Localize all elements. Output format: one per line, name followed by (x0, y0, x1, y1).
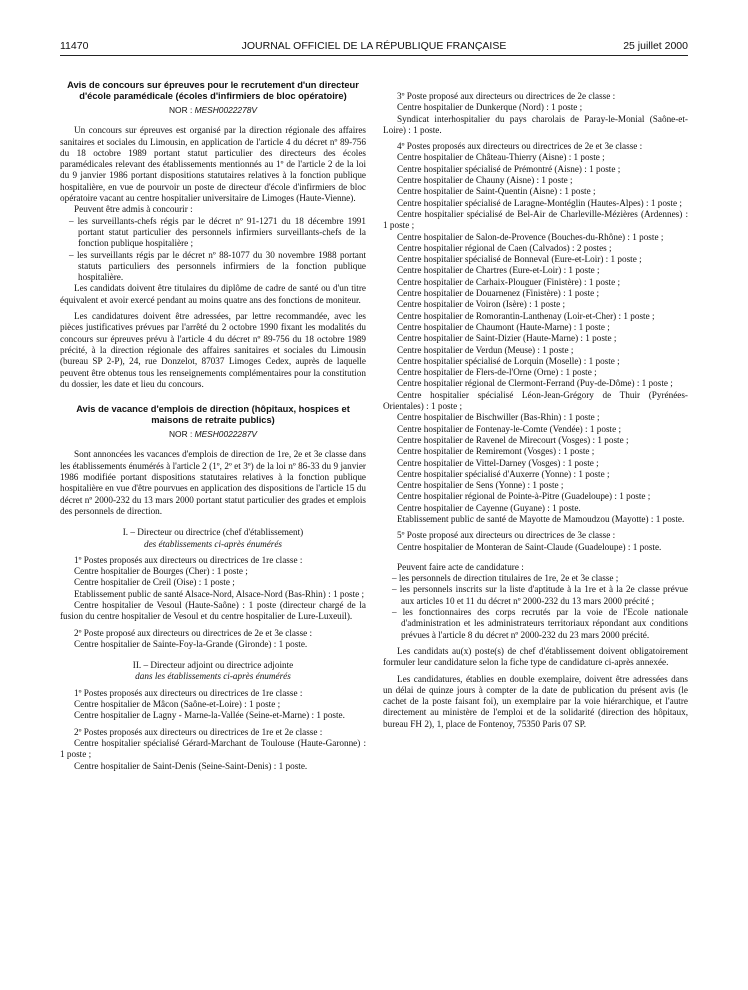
notice2-ref-code: MESH0022287V (194, 429, 257, 440)
section2-subheading: 4º Postes proposés aux directeurs ou directrices de 2e et 3e classe : (397, 141, 643, 152)
section1-list (60, 566, 366, 622)
hospital-list-item: Centre hospitalier de Monteran de Saint-Claude (Guadeloupe) : 1 poste. (397, 541, 662, 552)
hospital-list-item: Centre hospitalier spécialisé de Prémontré (Aisne) : 1 poste ; (397, 163, 621, 174)
closing-paragraph: Les candidats au(x) poste(s) de chef d'établissement doivent obligatoirement formuler leur candidature selon la fiche type de candidature ci-après annexée. (383, 645, 688, 668)
notice1-paragraph: Peuvent être admis à concourir : (74, 204, 193, 215)
hospital-list-item: Centre hospitalier spécialisé de Laragne-Montéglin (Hautes-Alpes) : 1 poste ; (397, 197, 682, 208)
notice1-paragraph: Un concours sur épreuves est organisé par la direction régionale des affaires sanitaires et sociales du Limousin, en application de l'article 4 du décret nº 89-756 du 18 octobre 1989 portant statut particulier des directeurs des écoles paramédicales relevant des établissements mentionnés au 1º de l'article 2 de la loi du 9 janvier 1986 portant dispositions statutaires relatives à la fonction publique hospitalière, en vue de pourvoir un poste de directeur d'école d'infirmiers de bloc opératoire vacant au centre hospitalier universitaire de Limoges (Haute-Vienne). (60, 125, 366, 204)
hospital-list-item: Centre hospitalier de Mâcon (Saône-et-Loire) : 1 poste ; (74, 699, 281, 710)
section2-list (60, 699, 366, 722)
header-rule (60, 55, 688, 56)
section2-heading-line: II. – Directeur adjoint ou directrice adjointe (132, 660, 294, 671)
hospital-list-item: Centre hospitalier de Bourges (Cher) : 1 poste ; (74, 566, 248, 577)
section2-subheading: 3º Poste proposé aux directeurs ou directrices de 2e classe : (397, 91, 616, 101)
section2-heading-subline: dans les établissements ci-après énumérés (135, 671, 291, 682)
hospital-list-item: Centre hospitalier de Douarnenez (Finistère) : 1 poste ; (397, 288, 600, 299)
notice2-title: Avis de vacance d'emplois de direction (hôpitaux, hospices et maisons de retraite publics) (76, 404, 350, 426)
hospital-list-item: Etablissement public de santé Alsace-Nord, Alsace-Nord (Bas-Rhin) : 1 poste ; (74, 588, 365, 599)
hospital-list-item: Centre hospitalier de Remiremont (Vosges) : 1 poste ; (397, 446, 595, 457)
section2-list (383, 102, 688, 136)
section2-subheading: 5º Poste proposé aux directeurs ou directrices de 3e classe : (397, 530, 616, 541)
section2-subheading: 2º Postes proposés aux directeurs ou directrices de 1re et 2e classe : (74, 726, 323, 737)
page-header (60, 40, 688, 56)
section2-list (60, 738, 366, 772)
left-column (60, 80, 366, 772)
candidates-intro: Peuvent faire acte de candidature : (397, 561, 524, 572)
section1-heading-subline: des établissements ci-après énumérés (143, 538, 283, 549)
hospital-list-item: Centre hospitalier de Vesoul (Haute-Saône) : 1 poste (directeur chargé de la fusion du centre hospitalier de Vesoul et du centre hospitalier de Lure-Luxeuil). (60, 599, 366, 622)
issue-date: 25 juillet 2000 (623, 40, 688, 52)
hospital-list-item: Centre hospitalier de Saint-Dizier (Haute-Marne) : 1 poste ; (397, 333, 617, 344)
section2-list (383, 542, 688, 553)
hospital-list-item: Centre hospitalier de Chauny (Aisne) : 1 poste ; (397, 175, 573, 186)
hospital-list-item: Centre hospitalier de Saint-Denis (Seine-Saint-Denis) : 1 poste. (74, 760, 308, 771)
hospital-list-item: Centre hospitalier spécialisé Léon-Jean-Grégory de Thuir (Pyrénées-Orientales) : 1 poste ; (383, 389, 688, 412)
section2-list (383, 152, 688, 525)
journal-title: JOURNAL OFFICIEL DE LA RÉPUBLIQUE FRANÇAISE (241, 40, 507, 52)
notice1-bullet: – les surveillants-chefs régis par le décret nº 91-1271 du 18 décembre 1991 portant statut particulier des personnels infirmiers surveillants-chefs de la fonction publique hospitalière ; (69, 215, 366, 249)
section1-heading-line: I. – Directeur ou directrice (chef d'établissement) (122, 527, 304, 538)
page-number: 11470 (60, 40, 89, 52)
candidates-list (383, 573, 688, 641)
hospital-list-item: Centre hospitalier régional de Caen (Calvados) : 2 postes ; (397, 242, 612, 253)
hospital-list-item: Centre hospitalier spécialisé de Bel-Air de Charleville-Mézières (Ardennes) : 1 poste ; (383, 208, 688, 231)
hospital-list-item: Centre hospitalier spécialisé d'Auxerre (Yonne) : 1 poste ; (397, 468, 610, 479)
hospital-list-item: Centre hospitalier de Chartres (Eure-et-Loir) : 1 poste ; (397, 265, 600, 276)
hospital-list-item: Centre hospitalier de Cayenne (Guyane) : 1 poste. (397, 502, 581, 513)
candidate-list-item: – les personnels inscrits sur la liste d'aptitude à la 1re et à la 2e classe prévue aux articles 10 et 11 du décret nº 2000-232 du 13 mars 2000 précité ; (392, 584, 688, 606)
section2-subheading: 1º Postes proposés aux directeurs ou directrices de 1re classe : (74, 687, 303, 698)
notice1-paragraph: Les candidatures doivent être adressées, par lettre recommandée, avec les pièces justificatives prévues par l'arrêté du 2 octobre 1990 fixant les modalités du concours sur épreuves prévu à l'article 4 du décret nº 89-756 du 18 octobre 1989 précité, à la direction régionale des affaires sanitaires et sociales du Limousin (bureau SP 2-P), 24, rue Donzelot, 87037 Limoges Cedex, auprès de laquelle peuvent être obtenus tous les renseignements complémentaires pour la constitution du dossier, les date et lieu du concours. (60, 311, 366, 389)
hospital-list-item: Centre hospitalier régional de Pointe-à-Pitre (Guadeloupe) : 1 poste ; (397, 491, 651, 502)
hospital-list-item: Centre hospitalier de Saint-Quentin (Aisne) : 1 poste ; (397, 186, 596, 197)
hospital-list-item: Centre hospitalier de Bischwiller (Bas-Rhin) : 1 poste ; (397, 412, 600, 423)
hospital-list-item: Centre hospitalier de Romorantin-Lanthenay (Loir-et-Cher) : 1 poste ; (397, 310, 655, 321)
right-column (383, 91, 688, 730)
hospital-list-item: Centre hospitalier de Salon-de-Provence (Bouches-du-Rhône) : 1 poste ; (397, 231, 664, 242)
notice1-reference (60, 105, 366, 116)
section1-heading (60, 527, 366, 550)
notice1-ref-code: MESH0022278V (194, 105, 257, 115)
notice1-ref-label: NOR : (169, 105, 193, 115)
candidate-list-item: – les personnels de direction titulaires de 1re, 2e et 3e classe ; (392, 573, 619, 584)
section1-subheading: 1º Postes proposés aux directeurs ou directrices de 1re classe : (74, 554, 303, 565)
hospital-list-item: Centre hospitalier régional de Clermont-Ferrand (Puy-de-Dôme) : 1 poste ; (397, 378, 673, 389)
notice1-title: Avis de concours sur épreuves pour le recrutement d'un directeur d'école paramédicale (écoles d'infirmiers de bloc opératoire) (67, 80, 359, 101)
hospital-list-item: Centre hospitalier de Dunkerque (Nord) : 1 poste ; (397, 102, 583, 113)
hospital-list-item: Centre hospitalier de Fontenay-le-Comte (Vendée) : 1 poste ; (397, 423, 622, 434)
hospital-list-item: Centre hospitalier de Château-Thierry (Aisne) : 1 poste ; (397, 152, 605, 163)
section1-list (60, 639, 366, 650)
hospital-list-item: Etablissement public de santé de Mayotte de Mamoudzou (Mayotte) : 1 poste. (397, 513, 685, 524)
hospital-list-item: Centre hospitalier de Ravenel de Mirecourt (Vosges) : 1 poste ; (397, 434, 629, 445)
hospital-list-item: Centre hospitalier de Sens (Yonne) : 1 poste ; (397, 480, 564, 491)
hospital-list-item: Centre hospitalier de Verdun (Meuse) : 1 poste ; (397, 344, 574, 355)
hospital-list-item: Centre hospitalier de Chaumont (Haute-Marne) : 1 poste ; (397, 321, 610, 332)
hospital-list-item: Centre hospitalier spécialisé de Bonneval (Eure-et-Loir) : 1 poste ; (397, 254, 642, 265)
notice2-ref-label: NOR : (169, 429, 193, 440)
notice1-bullet: – les surveillants régis par le décret nº 88-1077 du 30 novembre 1988 portant statuts particuliers des personnels infirmiers de la fonction publique hospitalière. (69, 249, 366, 283)
hospital-list-item: Centre hospitalier de Voiron (Isère) : 1 poste ; (397, 299, 566, 310)
hospital-list-item: Centre hospitalier de Lagny - Marne-la-Vallée (Seine-et-Marne) : 1 poste. (74, 710, 345, 721)
section1-subheading: 2º Poste proposé aux directeurs ou directrices de 2e et 3e classe : (74, 627, 313, 638)
hospital-list-item: Centre hospitalier de Carhaix-Plouguer (Finistère) : 1 poste ; (397, 276, 620, 287)
candidate-list-item: – les fonctionnaires des corps recrutés par la voie de l'Ecole nationale d'administration et les administrateurs territoriaux répondant aux conditions prévues à l'article 8 du décret nº 2000-232 du 23 mars 2000 précité. (392, 607, 688, 640)
hospital-list-item: Centre hospitalier spécialisé de Lorquin (Moselle) : 1 poste ; (397, 355, 620, 366)
notice2-reference (60, 429, 366, 440)
closing-paragraph: Les candidatures, établies en double exemplaire, doivent être adressées dans un délai de quinze jours à compter de la date de publication du présent avis (le cachet de la poste faisant foi), un exemplaire par la voie hiérarchique, et l'autre directement au ministère de l'emploi et de la solidarité (direction des hôpitaux, bureau FH 2), 1, place de Fontenoy, 75350 Paris 07 SP. (383, 673, 688, 729)
section2-heading (60, 660, 366, 683)
hospital-list-item: Centre hospitalier spécialisé Gérard-Marchant de Toulouse (Haute-Garonne) : 1 poste ; (60, 737, 366, 760)
hospital-list-item: Centre hospitalier de Sainte-Foy-la-Grande (Gironde) : 1 poste. (74, 638, 308, 649)
hospital-list-item: Syndicat interhospitalier du pays charolais de Paray-le-Monial (Saône-et-Loire) : 1 poste. (383, 113, 688, 135)
hospital-list-item: Centre hospitalier de Flers-de-l'Orne (Orne) : 1 poste ; (397, 367, 597, 378)
hospital-list-item: Centre hospitalier de Creil (Oise) : 1 poste ; (74, 577, 235, 588)
hospital-list-item: Centre hospitalier de Vittel-Darney (Vosges) : 1 poste ; (397, 457, 599, 468)
notice1-paragraph: Les candidats doivent être titulaires du diplôme de cadre de santé ou d'un titre équivalent et avoir exercé pendant au moins quatre ans des fonctions de moniteur. (60, 283, 366, 305)
notice2-intro: Sont annoncées les vacances d'emplois de direction de 1re, 2e et 3e classe dans les établissements énumérés à l'article 2 (1º, 2º et 3º) de la loi nº 86-33 du 9 janvier 1986 modifiée portant dispositions statutaires relatives à la fonction publique hospitalière en vue d'être pourvues en application des dispositions de l'article 15 du décret nº 2000-232 du 13 mars 2000 portant statut particulier des grades et emplois des personnels de direction. (60, 449, 366, 516)
